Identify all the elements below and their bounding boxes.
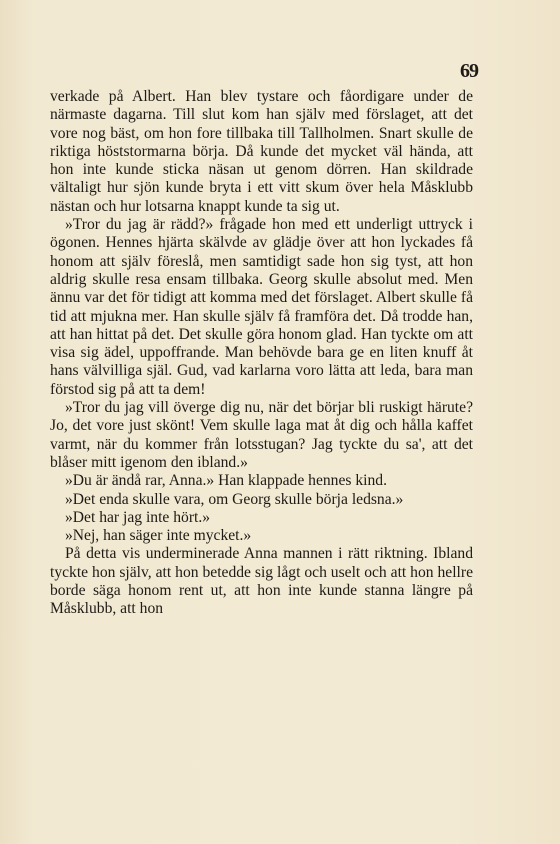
paragraph: »Tror du jag vill överge dig nu, när det börjar bli ruskigt härute? Jo, det vore just skönt! Vem skulle laga mat åt dig och hålla kaffet varmt, när du kommer från lotsstugan? Jag tyckte du sa', att det blåser mitt igenom den ibland.» (50, 399, 473, 471)
paragraph: »Du är ändå rar, Anna.» Han klappade hennes kind. (65, 472, 387, 490)
paragraph: »Tror du jag är rädd?» frågade hon med ett underligt uttryck i ögonen. Hennes hjärta skälvde av glädje över att hon lyckades få honom att själv föreslå, men samtidigt sade hon sig tyst, att hon aldrig skulle resa ensam tillbaka. Georg skulle absolut med. Men ännu var det för tidigt att komma med det förslaget. Albert skulle få tid att mjukna mer. Han skulle själv få framföra det. Då trodde han, att han hittat på det. Det skulle göra honom glad. Han tyckte om att visa sig ädel, uppoffrande. Man behövde bara ge en liten knuff åt hans välvilliga själ. Gud, vad karlarna voro lätta att leda, bara man förstod sig på att ta dem! (50, 216, 473, 398)
body-text (50, 88, 473, 619)
paragraph: »Det har jag inte hört.» (65, 508, 211, 526)
paragraph: På detta vis underminerade Anna mannen i rätt riktning. Ibland tyckte hon själv, att hon betedde sig lågt och uselt och att hon hellre borde säga honom rent ut, att hon inte kunde stanna längre på Måsklubb, att hon (50, 545, 473, 618)
paragraph: »Det enda skulle vara, om Georg skulle börja ledsna.» (65, 490, 404, 508)
page-number: 69 (460, 60, 478, 82)
paragraph: »Nej, han säger inte mycket.» (65, 527, 252, 545)
paragraph: verkade på Albert. Han blev tystare och fåordigare under de närmaste dagarna. Till slut kom han själv med förslaget, att det vore nog bäst, om hon fore tillbaka till Tallholmen. Snart skulle de riktiga höststormarna börja. Då kunde det mycket väl hända, att hon inte kunde sticka näsan ut genom dörren. Han skildrade vältaligt hur sjön kunde bryta i ett vitt skum över hela Måsklubb nästan och hur lotsarna knappt kunde ta sig ut. (50, 88, 473, 215)
